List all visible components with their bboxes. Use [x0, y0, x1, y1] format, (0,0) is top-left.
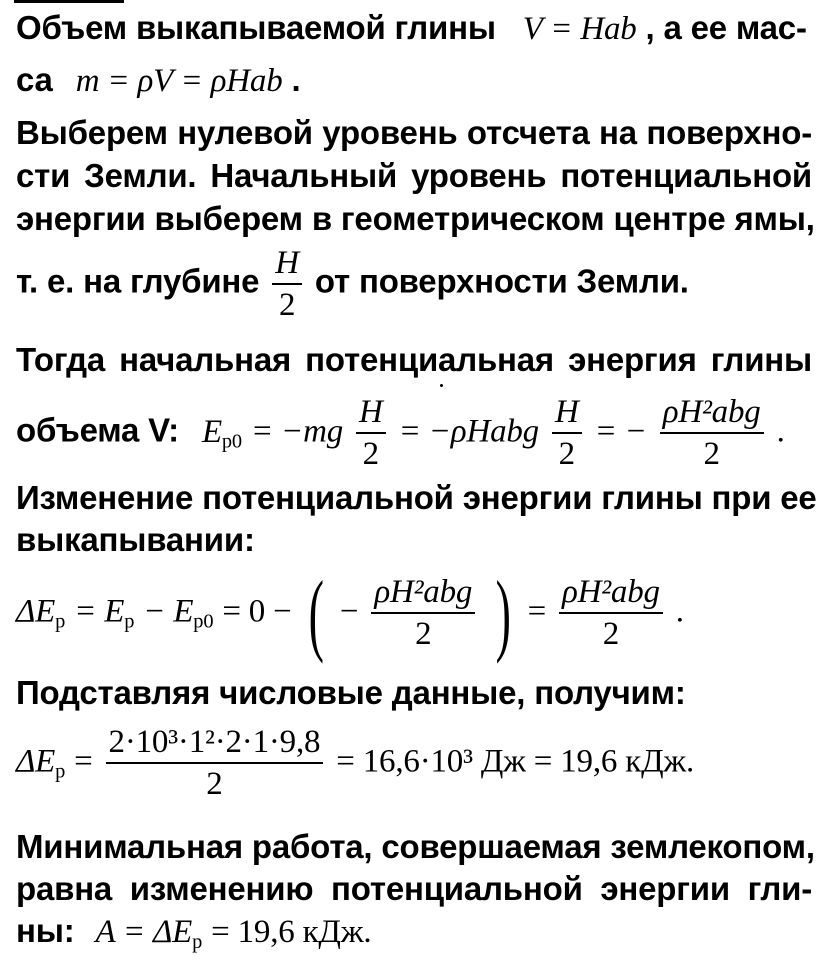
fraction-rho-h2-abg: ρH²abg 2 [559, 572, 663, 654]
text-line-work: ны: $A = \Delta E_р = 19,6$ кДж. [16, 912, 372, 953]
paragraph-line: Подставляя числовые данные, получим: [16, 674, 686, 711]
formula-line-numeric: $\Delta E_р$ = $\frac{\text{2·10³·1²·2·1·9,8}}{2}$ = 16,6·10³ Дж = 19,6 кДж. [16, 724, 695, 802]
paragraph-line: равна изменению потенциальной энергии гли- [16, 870, 812, 907]
formula-volume: V = Hab [522, 11, 637, 47]
fraction-rho-h2-abg: ρH²abg 2 [660, 392, 764, 474]
paragraph-line: выкапывании: [16, 521, 255, 558]
text-line-volume: Объем выкапываемой глины V = Hab , а ее мас- [16, 9, 807, 47]
paragraph-line: Тогда начальная потенциальная энергия глины [16, 341, 812, 378]
paragraph-line: сти Земли. Начальный уровень потенциальной [16, 157, 812, 194]
paragraph-line: Минимальная работа, совершаемая землекопом, [16, 828, 815, 865]
formula-line-delta-ep: $\Delta E_р = E_р - E_{р0} = 0$ − ( − ρH²abg 2 ) = ρH²abg 2 . [16, 562, 684, 664]
paragraph-line: Выберем нулевой уровень отсчета на поверхно- [16, 114, 812, 151]
formula-mass: m = ρV = ρHab [75, 63, 283, 99]
right-paren: ) [495, 562, 511, 664]
paragraph-line: Изменение потенциальной энергии глины при ее [16, 479, 817, 516]
formula-line-ep0: объема V: $E_{р0} = -mg$ $\frac{H}{2}$ = −ρHabg $\frac{H}{2}$ = − ρH²abg 2 . [16, 394, 785, 472]
left-paren: ( [308, 562, 324, 664]
fraction-h-over-2: $\frac{H}{2}$ [272, 243, 302, 325]
speck [440, 384, 443, 387]
paragraph-line: энергии выберем в геометрическом центре ямы, [16, 200, 815, 237]
text-line-depth: т. е. на глубине $\frac{H}{2}$ от поверхности Земли. [16, 245, 689, 323]
fraction-h-over-2: $\frac{H}{2}$ [552, 392, 582, 474]
fraction-rho-h2-abg: ρH²abg 2 [371, 572, 475, 654]
fraction-numeric: $\frac{\text{2·10³·1²·2·1·9,8}}{2}$ [106, 722, 324, 804]
text-line-mass: са m = ρV = ρHab . [16, 61, 301, 99]
fraction-h-over-2: $\frac{H}{2}$ [356, 392, 386, 474]
top-rule [14, 0, 124, 3]
